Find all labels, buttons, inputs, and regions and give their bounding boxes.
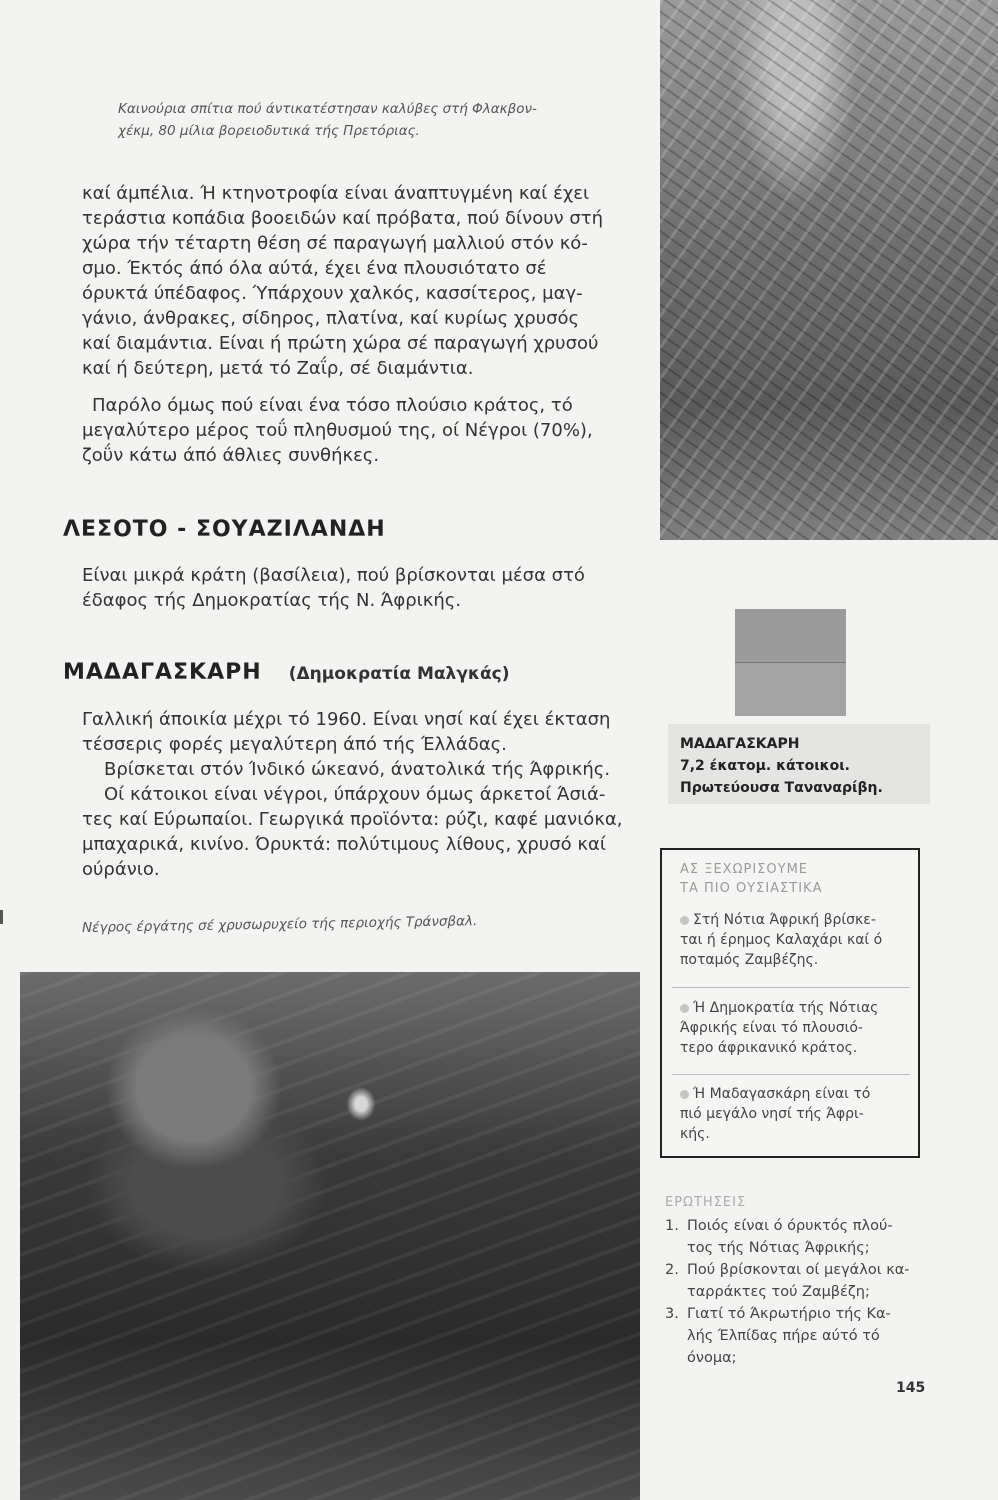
gold-miner-photo (20, 972, 640, 1500)
madagascar-heading: ΜΑΔΑΓΑΣΚΑΡΗ (63, 660, 262, 685)
aerial-township-photo (660, 0, 998, 540)
madagascar-heading-row (63, 660, 510, 685)
flag-upper-band (735, 609, 846, 662)
page-number: 145 (896, 1380, 926, 1396)
flag-lower-band (735, 662, 846, 716)
top-photo-caption: Καινούρια σπίτια πού άντικατέστησαν καλύβες στή Φλακβον- χέκμ, 80 μίλια βορειοδυτικά τής Πρετόριας. (118, 101, 537, 139)
key-point-divider (672, 1074, 910, 1075)
key-point-item: Ή Δημοκρατία τής Νότιας Άφρικής είναι τό πλουσιό- τερο άφρικανικό κράτος. (680, 1000, 879, 1056)
bullet-icon (680, 1004, 689, 1013)
key-points-box (660, 848, 920, 1158)
question-item: 3. Γιατί τό Άκρωτήριο τής Κα- λής Έλπίδας πήρε αύτό τό όνομα; (665, 1306, 891, 1366)
question-item: 2. Πού βρίσκονται οί μεγάλοι κα- ταρράκτες τού Ζαμβέζη; (665, 1262, 910, 1300)
lesotho-heading: ΛΕΣΟΤΟ - ΣΟΥΑΖΙΛΑΝΔΗ (63, 517, 386, 542)
bullet-icon (680, 1090, 689, 1099)
infobox-country: ΜΑΔΑΓΑΣΚΑΡΗ (680, 736, 800, 752)
edge-mark (0, 910, 3, 924)
questions-list (665, 1215, 930, 1369)
bullet-icon (680, 916, 689, 925)
miner-photo-caption: Νέγρος έργάτης σέ χρυσωρυχείο τής περιοχής Τράνσβαλ. (81, 913, 478, 936)
lesotho-paragraph: Είναι μικρά κράτη (βασίλεια), πού βρίσκονται μέσα στό έδαφος τής Δημοκρατίας τής Ν. Άφρικής. (82, 565, 585, 611)
country-infobox (668, 724, 930, 804)
key-point-divider (672, 987, 910, 988)
key-point-item: Στή Νότια Άφρική βρίσκε- ται ή έρημος Καλαχάρι καί ό ποταμός Ζαμβέζης. (680, 912, 883, 968)
madagascar-subheading: (Δημοκρατία Μαλγκάς) (288, 664, 510, 684)
wealth-paragraph: Παρόλο όμως πού είναι ένα τόσο πλούσιο κράτος, τό μεγαλύτερο μέρος τοΰ πληθυσμού της, οί Νέγροι (70%), ζοΰν κάτω άπό άθλιες συνθήκες. (82, 395, 593, 466)
infobox-capital: Πρωτεύουσα Ταναναρίβη. (680, 780, 883, 796)
key-points-title: ΑΣ ΞΕΧΩΡΙΣΟΥΜΕ ΤΑ ΠΙΟ ΟΥΣΙΑΣΤΙΚΑ (680, 862, 823, 896)
question-item: 1. Ποιός είναι ό όρυκτός πλού- τος τής Νότιας Άφρικής; (665, 1218, 893, 1256)
key-point-item: Ή Μαδαγασκάρη είναι τό πιό μεγάλο νησί τής Άφρι- κής. (680, 1086, 871, 1142)
questions-title: ΕΡΩΤΗΣΕΙΣ (665, 1195, 747, 1210)
intro-paragraph: καί άμπέλια. Ή κτηνοτροφία είναι άναπτυγμένη καί έχει τεράστια κοπάδια βοοειδών καί πρόβατα, πού δίνουν στή χώρα τήν τέταρτη θέση σέ παραγωγή μαλλιού στόν κό- σμο. Έκτός άπό όλα αύτά, έχει ένα πλουσιότατο σέ όρυκτά ύπέδαφος. Ύπάρχουν χαλκός, κασσίτερος, μαγ- γάνιο, άνθρακες, σίδηρος, πλατίνα, καί κυρίως χρυσός καί διαμάντια. Είναι ή πρώτη χώρα σέ παραγωγή χρυσού καί ή δεύτερη, μετά τό Ζαΐρ, σέ διαμάντια. (82, 183, 604, 379)
infobox-population: 7,2 έκατομ. κάτοικοι. (680, 758, 850, 774)
madagascar-paragraph: Γαλλική άποικία μέχρι τό 1960. Είναι νησί καί έχει έκταση τέσσερις φορές μεγαλύτερη άπό τής Έλλάδας. Βρίσκεται στόν Ίνδικό ώκεανό, άνατολικά τής Άφρικής. Οί κάτοικοι είναι νέγροι, ύπάρχουν όμως άρκετοί Άσιά- τες καί Εύρωπαίοι. Γεωργικά προϊόντα: ρύζι, καφέ μανιόκα, μπαχαρικά, κινίνο. Όρυκτά: πολύτιμους λίθους, χρυσό καί ούράνιο. (82, 709, 623, 880)
